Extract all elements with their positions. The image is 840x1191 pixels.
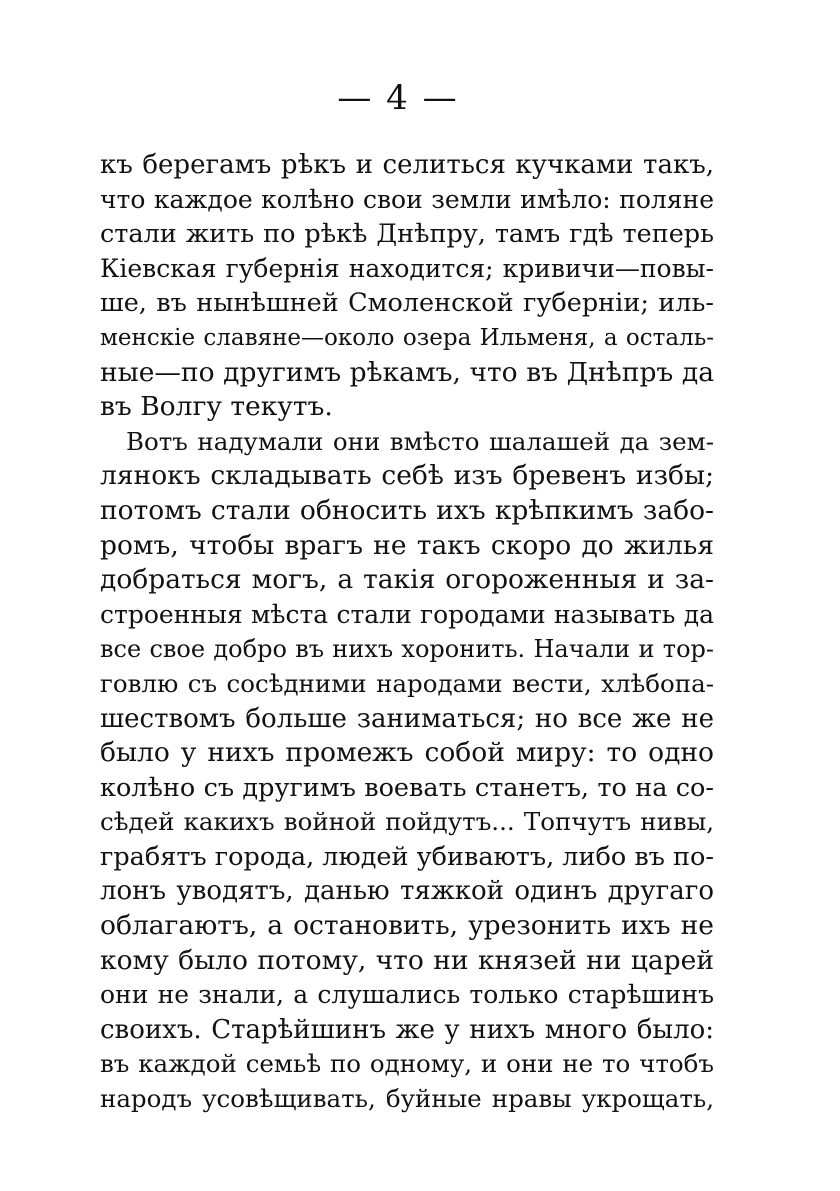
paragraph-end-line: въ Волгу текутъ. (100, 391, 333, 423)
text-line: было у нихъ промежъ собой миру: то одно (100, 737, 714, 769)
text-line: своихъ. Старѣйшинъ же у нихъ много было: (100, 1014, 714, 1045)
text-line: добраться могъ, а такія огороженныя и за- (100, 564, 714, 596)
text-line: кому было потому, что ни князей ни царей (100, 944, 714, 976)
text-line: шествомъ больше заниматься; но все же не (100, 703, 714, 734)
text-line: строенныя мѣста стали городами называть да (100, 599, 714, 629)
paragraph-start-line: Вотъ надумали они вмѣсто шалашей да зем- (126, 426, 714, 456)
text-line: потомъ стали обносить ихъ крѣпкимъ забо- (100, 494, 714, 526)
text-line: грабятъ города, людей убиваютъ, либо въ по- (100, 841, 714, 872)
text-line: ше, въ нынѣшней Смоленской губерніи; иль- (100, 288, 714, 319)
text-line: стали жить по рѣкѣ Днѣпру, тамъ гдѣ теперь (100, 219, 714, 250)
text-line: къ берегамъ рѣкъ и селиться кучками такъ, (100, 150, 714, 180)
text-line: народъ усовѣщивать, буйные нравы укрощать, (100, 1084, 714, 1114)
page-number: — 4 — (337, 78, 459, 118)
text-line: что каждое колѣно свои земли имѣло: поляне (100, 184, 714, 214)
text-line: колѣно съ другимъ воевать станетъ, то на со- (100, 772, 714, 803)
text-line: въ каждой семьѣ по одному, и они не то чтобъ (100, 1049, 714, 1079)
text-line: менскіе славяне—около озера Ильменя, а осталь- (100, 324, 714, 351)
text-line: Кіевская губернія находится; кривичи—повы- (100, 253, 714, 283)
text-line: лонъ уводятъ, данью тяжкой одинъ другаго (100, 876, 714, 907)
text-line: облагаютъ, а остановить, урезонить ихъ не (100, 910, 714, 942)
text-line: лянокъ складывать себѣ изъ бревенъ избы; (100, 460, 714, 492)
text-line: они не знали, а слушались только старѣшинъ (100, 980, 714, 1010)
text-line: ные—по другимъ рѣкамъ, что въ Днѣпръ да (100, 356, 714, 388)
body-text (100, 148, 714, 1117)
text-line: все свое добро въ нихъ хоронить. Начали и тор- (100, 635, 714, 664)
text-line: ромъ, чтобы врагъ не такъ скоро до жилья (100, 529, 714, 561)
text-line: говлю съ сосѣдними народами вести, хлѣбопа- (100, 668, 714, 698)
text-line: сѣдей какихъ войной пойдутъ... Топчутъ нивы, (100, 807, 714, 837)
